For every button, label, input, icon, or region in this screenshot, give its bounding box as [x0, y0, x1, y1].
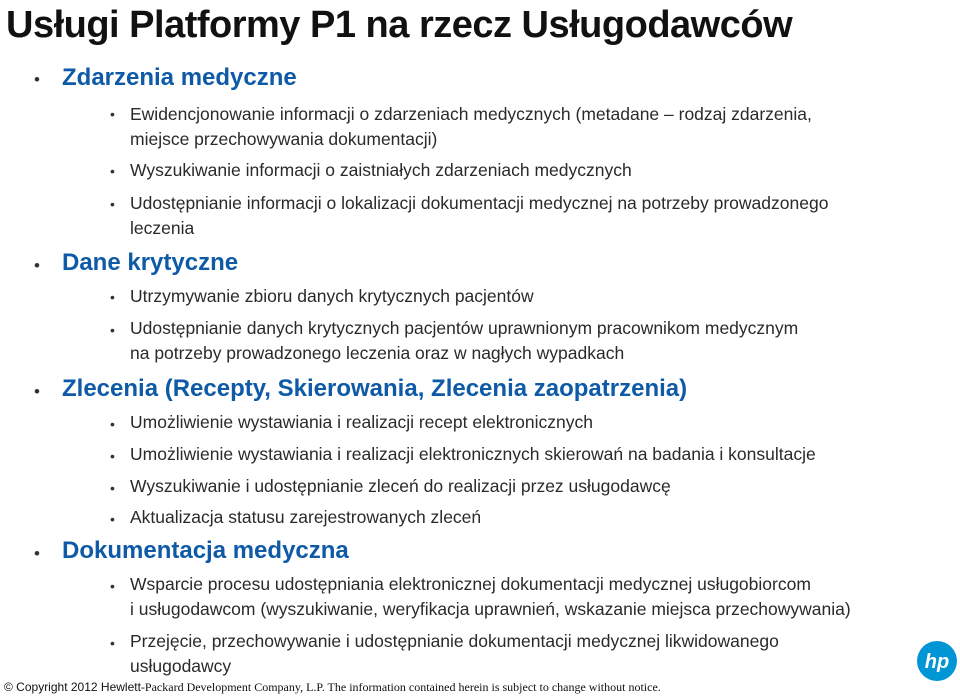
item-bullet: •: [110, 448, 115, 464]
page-title: Usługi Platformy P1 na rzecz Usługodawców: [6, 4, 793, 46]
item-bullet: •: [110, 635, 115, 651]
item-bullet: •: [110, 511, 115, 527]
list-item: Umożliwienie wystawiania i realizacji elektronicznych skierowań na badania i konsultacje: [130, 444, 816, 464]
section-heading-dokumentacja: Dokumentacja medyczna: [62, 537, 349, 564]
footer-copyright-rest: -Packard Development Company, L.P. The information contained herein is subject to change without notice.: [140, 680, 661, 694]
item-bullet: •: [110, 578, 115, 594]
section-bullet: •: [34, 256, 40, 275]
list-item: Udostępnianie informacji o lokalizacji dokumentacji medycznej na potrzeby prowadzonego leczenia: [130, 193, 829, 238]
item-bullet: •: [110, 322, 115, 338]
section-bullet: •: [34, 544, 40, 563]
footer-copyright-start: © Copyright 2012 Hewlett: [4, 680, 141, 694]
hp-logo-icon: [916, 640, 958, 682]
section-bullet: •: [34, 70, 40, 89]
item-bullet: •: [110, 289, 115, 305]
item-bullet: •: [110, 196, 115, 212]
item-bullet: •: [110, 416, 115, 432]
item-bullet: •: [110, 163, 115, 179]
list-item: Wyszukiwanie informacji o zaistniałych zdarzeniach medycznych: [130, 160, 632, 180]
section-heading-zdarzenia: Zdarzenia medyczne: [62, 64, 297, 91]
hp-logo-text: hp: [924, 651, 950, 673]
list-item: Wsparcie procesu udostępniania elektronicznej dokumentacji medycznej usługobiorcom i usługodawcom (wyszukiwanie, weryfikacja uprawnień, wskazanie miejsca przechowywania): [130, 574, 851, 619]
footer-copyright: [4, 680, 661, 695]
list-item: Udostępnianie danych krytycznych pacjentów uprawnionym pracownikom medycznym na potrzeby prowadzonego leczenia oraz w nagłych wypadkach: [130, 318, 799, 363]
list-item: Aktualizacja statusu zarejestrowanych zleceń: [130, 507, 482, 527]
section-heading-zlecenia: Zlecenia (Recepty, Skierowania, Zlecenia zaopatrzenia): [62, 375, 688, 402]
list-item: Przejęcie, przechowywanie i udostępnianie dokumentacji medycznej likwidowanego usługodawcy: [130, 631, 779, 676]
section-bullet: •: [34, 382, 40, 401]
item-bullet: •: [110, 106, 115, 122]
list-item: Utrzymywanie zbioru danych krytycznych pacjentów: [130, 286, 534, 306]
list-item: Ewidencjonowanie informacji o zdarzeniach medycznych (metadane – rodzaj zdarzenia, miejsce przechowywania dokumentacji): [130, 104, 812, 149]
section-heading-dane-krytyczne: Dane krytyczne: [62, 249, 239, 276]
item-bullet: •: [110, 480, 115, 496]
list-item: Umożliwienie wystawiania i realizacji recept elektronicznych: [130, 412, 593, 432]
list-item: Wyszukiwanie i udostępnianie zleceń do realizacji przez usługodawcę: [130, 476, 671, 496]
